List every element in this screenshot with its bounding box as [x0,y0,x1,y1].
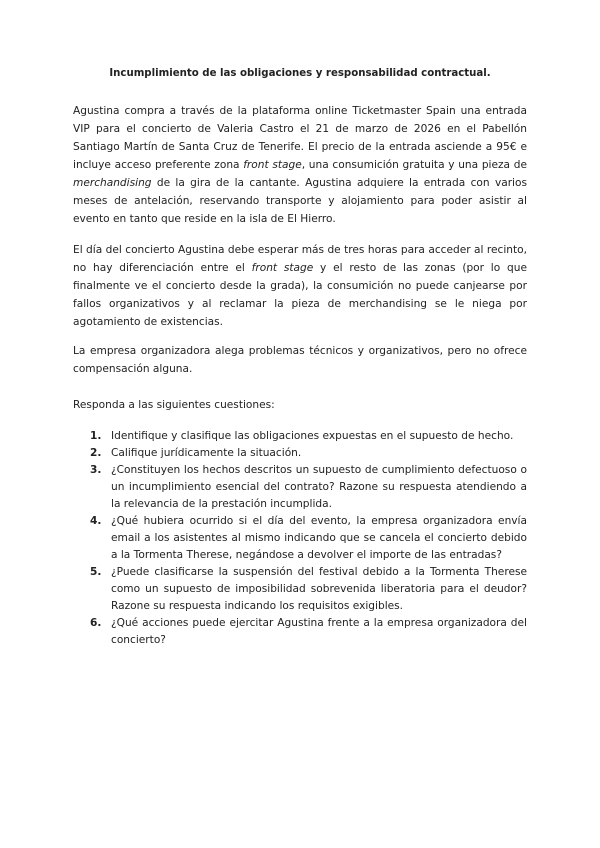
question-item [73,445,527,462]
case-paragraph-2 [73,241,527,331]
italic-term: front stage [251,262,314,274]
question-item [73,462,527,513]
questions-intro: Responda a las siguientes cuestiones: [73,399,275,411]
question-item [73,564,527,615]
question-number: 2. [90,447,102,459]
questions-list [73,428,527,649]
question-number: 1. [90,430,102,442]
question-number: 5. [90,566,102,578]
italic-term: merchandising [73,177,152,189]
italic-term: front stage [243,159,302,171]
question-number: 4. [90,515,102,527]
question-item [73,615,527,649]
question-item [73,513,527,564]
paragraph-text: de la gira de la cantante. Agustina adquiere la entrada con varios meses de antelación, reservando transporte y alojamiento para poder asistir al evento en tanto que reside en la isla de El Hierro. [73,177,527,225]
document-title: Incumplimiento de las obligaciones y responsabilidad contractual. [109,68,491,79]
question-number: 6. [90,617,102,629]
case-paragraph-3: La empresa organizadora alega problemas técnicos y organizativos, pero no ofrece compensación alguna. [73,345,527,375]
case-paragraph-1 [73,102,527,228]
question-item [73,428,527,445]
paragraph-text: , una consumición gratuita y una pieza de [301,159,527,171]
question-text: ¿Qué acciones puede ejercitar Agustina frente a la empresa organizadora del concierto? [111,617,527,646]
question-text: ¿Puede clasificarse la suspensión del festival debido a la Tormenta Therese como un supuesto de imposibilidad sobrevenida liberatoria para el deudor? Razone su respuesta indicando los requisitos exigibles. [111,566,527,612]
question-text: Califique jurídicamente la situación. [111,447,302,459]
paragraph-text: y el resto de las zonas (por lo que finalmente ve el concierto desde la grada), la consumición no puede canjearse por fallos organizativos y al reclamar la pieza de merchandising se le niega por agotamiento de existencias. [73,262,527,328]
paragraph-text: Agustina compra a través de la plataforma online Ticketmaster Spain una entrada VIP para el concierto de Valeria Castro el 21 de marzo de 2026 en el Pabellón Santiago Martín de Santa Cruz de Tenerife. El precio de la entrada asciende a 95€ e incluye acceso preferente zona [73,105,527,171]
question-text: ¿Qué hubiera ocurrido si el día del evento, la empresa organizadora envía email a los asistentes al mismo indicando que se cancela el concierto debido a la Tormenta Therese, negándose a devolver el importe de las entradas? [111,515,527,561]
question-text: ¿Constituyen los hechos descritos un supuesto de cumplimiento defectuoso o un incumplimiento esencial del contrato? Razone su respuesta atendiendo a la relevancia de la prestación incumplida. [111,464,527,510]
paragraph-text: El día del concierto Agustina debe esperar más de tres horas para acceder al recinto, no hay diferenciación entre el [73,244,527,274]
question-number: 3. [90,464,102,476]
question-text: Identifique y clasifique las obligaciones expuestas en el supuesto de hecho. [111,430,514,442]
